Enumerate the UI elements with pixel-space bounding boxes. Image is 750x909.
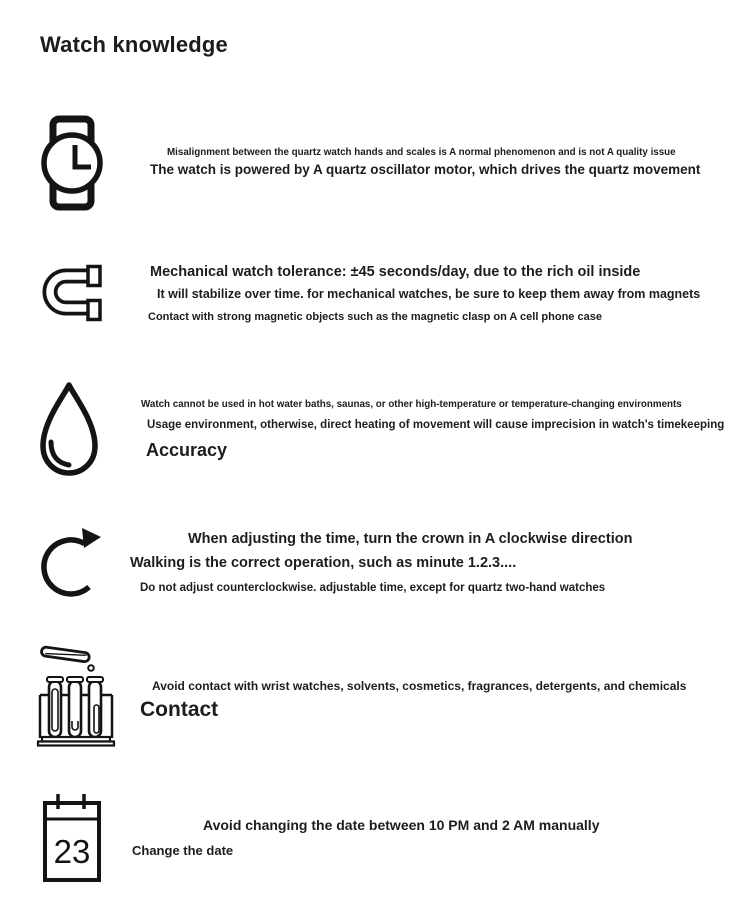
section-heading: Accuracy <box>146 440 228 460</box>
text-line: Mechanical watch tolerance: ±45 seconds/day, due to the rich oil inside <box>150 264 641 280</box>
text-line: Usage environment, otherwise, direct heating of movement will cause imprecision in watch's timekeeping <box>147 419 725 431</box>
text-line: The watch is powered by A quartz oscillator motor, which drives the quartz movement <box>150 162 701 177</box>
text-line: Avoid changing the date between 10 PM and 2 AM manually <box>203 817 600 833</box>
chemicals-icon <box>36 645 116 747</box>
watch-icon <box>40 115 104 211</box>
text-line: Avoid contact with wrist watches, solvents, cosmetics, fragrances, detergents, and chemicals <box>152 679 687 693</box>
page-title: Watch knowledge <box>40 32 228 57</box>
magnet-icon <box>38 262 104 324</box>
text-line: Walking is the correct operation, such as minute 1.2.3.... <box>130 555 517 571</box>
section-heading: Contact <box>140 698 219 721</box>
rotate-clockwise-icon <box>40 523 106 607</box>
text-line: Misalignment between the quartz watch hands and scales is A normal phenomenon and is not A quality issue <box>167 147 676 158</box>
calendar-icon <box>42 792 102 884</box>
text-line: Contact with strong magnetic objects such as the magnetic clasp on A cell phone case <box>148 311 602 323</box>
text-line: It will stabilize over time. for mechanical watches, be sure to keep them away from magnets <box>157 287 701 301</box>
water-drop-icon <box>38 380 100 478</box>
text-line: Watch cannot be used in hot water baths, saunas, or other high-temperature or temperature-changing environments <box>141 399 682 410</box>
text-line: Change the date <box>132 843 234 858</box>
calendar-day-number: 23 <box>53 833 91 870</box>
text-line: Do not adjust counterclockwise. adjustable time, except for quartz two-hand watches <box>140 582 606 594</box>
text-line: When adjusting the time, turn the crown in A clockwise direction <box>188 531 633 547</box>
